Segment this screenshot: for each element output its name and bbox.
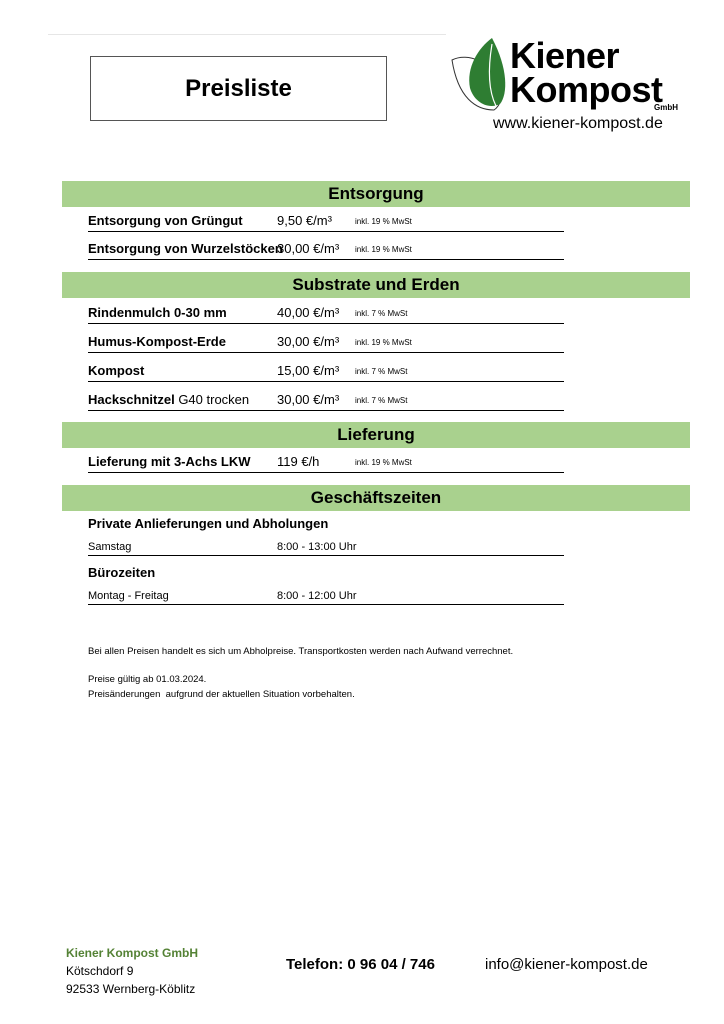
item-label: Lieferung mit 3-Achs LKW xyxy=(88,454,251,469)
section-geschaeftszeiten xyxy=(62,485,690,511)
footer-city: 92533 Wernberg-Köblitz xyxy=(66,982,196,996)
logo-name-line2: Kompost xyxy=(510,69,663,110)
hours-row xyxy=(88,585,564,605)
item-price: 9,50 €/m³ xyxy=(277,213,332,228)
hours-time: 8:00 - 12:00 Uhr xyxy=(277,590,357,602)
note-vorbehalt: Preisänderungen aufgrund der aktuellen Situation vorbehalten. xyxy=(88,689,355,700)
price-row xyxy=(88,331,564,353)
logo-name-line1: Kiener xyxy=(510,35,620,76)
item-label: Rindenmulch 0-30 mm xyxy=(88,305,227,320)
item-tax: inkl. 7 % MwSt xyxy=(355,396,408,405)
section-heading: Entsorgung xyxy=(328,184,424,203)
page-title: Preisliste xyxy=(185,74,292,102)
price-row xyxy=(88,360,564,382)
item-price: 30,00 €/m³ xyxy=(277,392,340,407)
hours-day: Samstag xyxy=(88,541,132,553)
website-link[interactable]: www.kiener-kompost.de xyxy=(493,115,663,132)
item-price: 40,00 €/m³ xyxy=(277,305,340,320)
item-label-normal: G40 trocken xyxy=(174,392,250,407)
item-price: 15,00 €/m³ xyxy=(277,363,340,378)
item-label xyxy=(88,392,249,407)
price-row xyxy=(88,451,564,473)
section-substrate xyxy=(62,272,690,298)
item-tax: inkl. 19 % MwSt xyxy=(355,217,412,226)
note-gueltig: Preise gültig ab 01.03.2024. xyxy=(88,674,207,685)
item-price: 30,00 €/m³ xyxy=(277,241,340,256)
section-heading: Lieferung xyxy=(337,425,415,444)
item-tax: inkl. 7 % MwSt xyxy=(355,309,408,318)
hours-day: Montag - Freitag xyxy=(88,590,169,602)
section-entsorgung xyxy=(62,181,690,207)
office-hours-heading: Bürozeiten xyxy=(88,565,156,580)
hours-time: 8:00 - 13:00 Uhr xyxy=(277,541,357,553)
section-lieferung xyxy=(62,422,690,448)
footer-street: Kötschdorf 9 xyxy=(66,964,134,978)
note-abholpreise: Bei allen Preisen handelt es sich um Abholpreise. Transportkosten werden nach Aufwand verrechnet. xyxy=(88,646,514,657)
price-row xyxy=(88,210,564,232)
footer-phone[interactable]: Telefon: 0 96 04 / 746 xyxy=(286,956,435,973)
item-label: Humus-Kompost-Erde xyxy=(88,334,226,349)
price-row xyxy=(88,389,564,411)
item-tax: inkl. 19 % MwSt xyxy=(355,338,412,347)
item-tax: inkl. 19 % MwSt xyxy=(355,245,412,254)
item-price: 30,00 €/m³ xyxy=(277,334,340,349)
price-row xyxy=(88,238,564,260)
title-box xyxy=(90,56,387,121)
item-label: Kompost xyxy=(88,363,145,378)
item-tax: inkl. 19 % MwSt xyxy=(355,458,412,467)
hours-row xyxy=(88,536,564,556)
section-heading: Substrate und Erden xyxy=(292,275,460,294)
top-rule xyxy=(48,34,446,35)
leaf-icon xyxy=(448,38,510,112)
footer-company: Kiener Kompost GmbH xyxy=(66,946,199,960)
private-hours-heading: Private Anlieferungen und Abholungen xyxy=(88,516,329,531)
company-logo xyxy=(448,36,688,116)
item-label-bold: Hackschnitzel xyxy=(88,392,175,407)
footer-email[interactable]: info@kiener-kompost.de xyxy=(485,956,648,973)
section-heading: Geschäftszeiten xyxy=(310,488,442,507)
item-label: Entsorgung von Grüngut xyxy=(88,213,243,228)
logo-suffix: GmbH xyxy=(654,103,678,112)
item-tax: inkl. 7 % MwSt xyxy=(355,367,408,376)
item-price: 119 €/h xyxy=(277,454,320,469)
price-row xyxy=(88,302,564,324)
item-label: Entsorgung von Wurzelstöcken xyxy=(88,241,283,256)
